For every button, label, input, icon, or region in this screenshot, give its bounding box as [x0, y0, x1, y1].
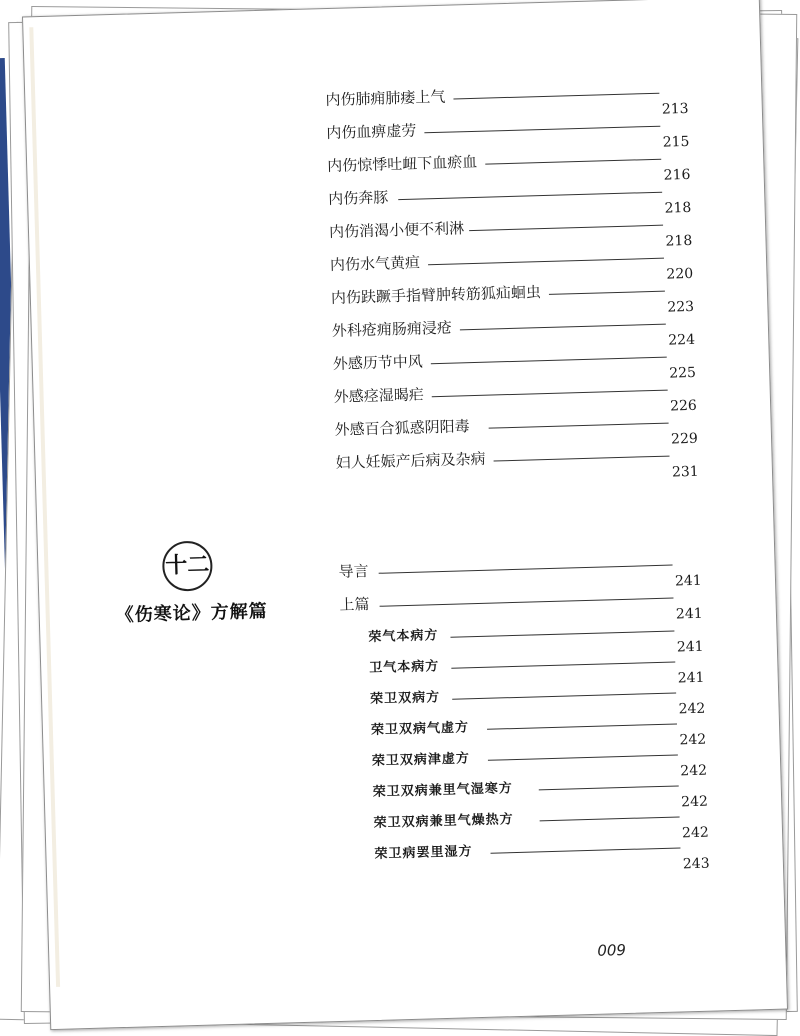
- toc-entry-title: 外感历节中风: [332, 352, 424, 373]
- leader-line: [489, 423, 669, 429]
- toc-entry-title: 上篇: [339, 595, 370, 614]
- section-number-badge: 十二: [162, 540, 213, 591]
- leader-line: [469, 225, 663, 231]
- toc-entry-page: 213: [661, 100, 689, 118]
- toc-entry-page: 218: [664, 199, 692, 217]
- toc-entry-page: 223: [667, 298, 695, 316]
- toc-subentry-page: 243: [682, 855, 710, 873]
- leader-line: [432, 390, 668, 398]
- leader-line: [431, 357, 667, 365]
- leader-line: [485, 159, 661, 165]
- toc-subentry-title: 荣卫病罢里湿方: [374, 844, 473, 862]
- toc-subentry[interactable]: [374, 834, 710, 903]
- toc-entry-title: 内伤肺痈肺痿上气: [325, 87, 446, 110]
- toc-entry-page: 218: [665, 232, 693, 250]
- toc-entry-title: 导言: [338, 562, 369, 581]
- toc-entry-title: 内伤水气黄疸: [329, 253, 421, 274]
- toc-subentry-page: 242: [680, 762, 708, 780]
- leader-line: [453, 93, 659, 100]
- toc-entry-title: 内伤消渴小便不利淋: [328, 219, 465, 242]
- toc-entry-title: 外科疮痈肠痈浸疮: [331, 318, 453, 340]
- leader-line: [424, 126, 660, 134]
- toc-entry-title: 妇人妊娠产后病及杂病: [335, 449, 486, 472]
- leader-line: [549, 291, 665, 295]
- toc-entry-page: 215: [662, 133, 690, 151]
- toc-entry-title: 内伤血痹虚劳: [326, 121, 417, 143]
- toc-subentry-title: 荣气本病方: [368, 628, 439, 646]
- toc-entry-title: 内伤趺蹶手指臂肿转筋狐疝蛔虫: [330, 283, 542, 307]
- toc-subentry-title: 荣卫双病兼里气湿寒方: [372, 781, 513, 801]
- toc-subentry-page: 242: [681, 824, 710, 842]
- leader-line: [539, 785, 679, 790]
- toc-entry-page: 241: [675, 605, 703, 623]
- toc-entry-title: 外感百合狐惑阴阳毒: [334, 417, 470, 439]
- toc-entry-page: 229: [670, 430, 698, 448]
- page-number: 009: [597, 941, 627, 960]
- leader-line: [398, 192, 662, 200]
- leader-line: [450, 631, 674, 638]
- leader-line: [491, 847, 681, 853]
- toc-entry[interactable]: [335, 442, 699, 511]
- contents-page: [22, 0, 788, 1030]
- section-title: 《伤寒论》方解篇: [115, 600, 268, 627]
- toc-entry-title: 内伤奔豚: [327, 188, 389, 209]
- toc-entry-page: 224: [668, 331, 696, 349]
- toc-subentry-title: 荣卫双病方: [369, 690, 441, 708]
- toc-entry-title: 内伤惊悸吐衄下血瘀血: [327, 152, 478, 176]
- toc-entry-title: 外感痉湿暍疟: [333, 385, 424, 406]
- leader-line: [460, 324, 666, 331]
- leader-line: [428, 258, 664, 266]
- toc-entry-page: 225: [668, 364, 697, 382]
- toc-subentry-page: 242: [679, 731, 707, 749]
- leader-line: [487, 723, 677, 729]
- toc-entry-page: 216: [663, 166, 691, 184]
- leader-line: [488, 754, 678, 760]
- toc-subentry-page: 242: [680, 793, 709, 811]
- toc-entry-page: 231: [671, 463, 699, 481]
- toc-entry-page: 241: [674, 572, 702, 590]
- toc-entry-page: 220: [666, 265, 694, 283]
- leader-line: [540, 816, 680, 821]
- toc-subentry-title: 荣卫双病气虚方: [370, 720, 470, 739]
- toc-subentry-title: 卫气本病方: [369, 659, 440, 677]
- leader-line: [451, 662, 675, 669]
- toc-entry-page: 226: [669, 397, 698, 415]
- leader-line: [494, 456, 670, 462]
- toc-subentry-title: 荣卫双病津虚方: [371, 751, 471, 770]
- leader-line: [452, 692, 676, 699]
- toc-subentry-page: 241: [677, 669, 705, 687]
- leader-line: [380, 598, 674, 607]
- leader-line: [379, 565, 673, 574]
- toc-subentry-title: 荣卫双病兼里气燥热方: [373, 812, 514, 831]
- toc-subentry-page: 241: [676, 638, 704, 656]
- toc-subentry-page: 242: [678, 700, 706, 718]
